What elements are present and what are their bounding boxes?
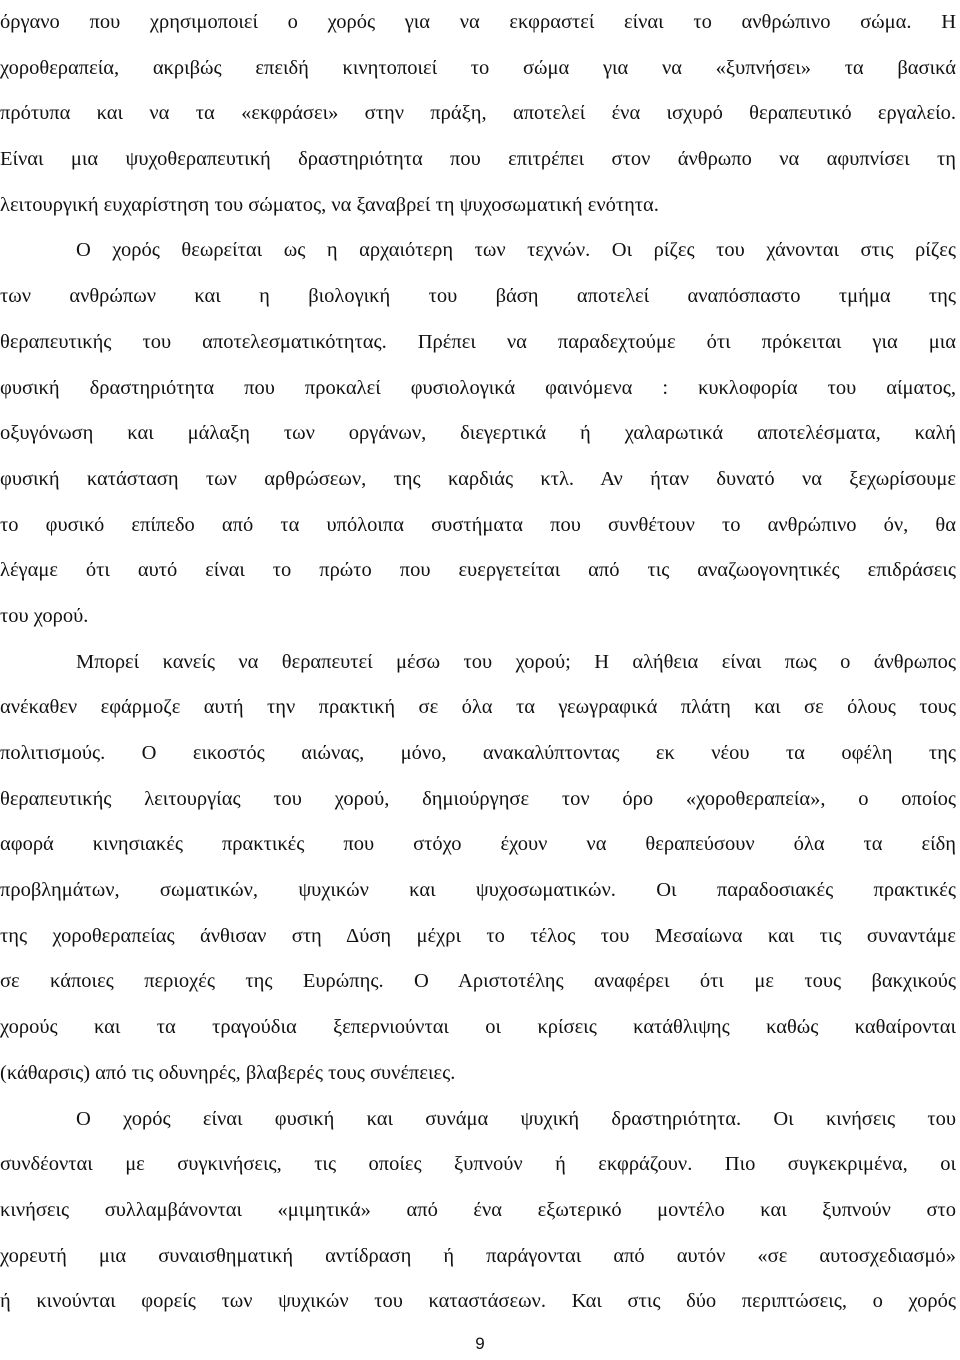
text-line: κινήσεις συλλαμβάνονται «μιμητικά» από ένα εξωτερικό μοντέλο και ξυπνούν στο [0,1198,956,1221]
text-line: φυσική δραστηριότητα που προκαλεί φυσιολογικά φαινόμενα : κυκλοφορία του αίματος, [0,376,956,399]
text-line: των ανθρώπων και η βιολογική του βάση αποτελεί αναπόσπαστο τμήμα της [0,285,956,308]
text-line: πολιτισμούς. Ο εικοστός αιώνας, μόνο, ανακαλύπτοντας εκ νέου τα οφέλη της [0,742,956,764]
text-line: προβλημάτων, σωματικών, ψυχικών και ψυχοσωματικών. Οι παραδοσιακές πρακτικές [0,879,956,902]
text-line: Μπορεί κανείς να θεραπευτεί μέσω του χορού; Η αλήθεια είναι πως ο άνθρωπος [76,650,956,673]
text-line: του χορού. [0,604,89,627]
text-line: οξυγόνωση και μάλαξη των οργάνων, διεγερτικά ή χαλαρωτικά αποτελέσματα, καλή [0,422,956,445]
text-line: το φυσικό επίπεδο από τα υπόλοιπα συστήματα που συνθέτουν το ανθρώπινο όν, θα [0,513,956,536]
text-line: της χοροθεραπείας άνθισαν στη Δύση μέχρι το τέλος του Μεσαίωνα και τις συναντάμε [0,924,956,947]
text-line: φυσική κατάσταση των αρθρώσεων, της καρδιάς κτλ. Αν ήταν δυνατό να ξεχωρίσουμε [0,467,956,490]
text-line: θεραπευτικής του αποτελεσματικότητας. Πρέπει να παραδεχτούμε ότι πρόκειται για μια [0,330,956,353]
text-line: ή κινούνται φορείς των ψυχικών του καταστάσεων. Και στις δύο περιπτώσεις, ο χορός [0,1290,956,1313]
text-line: χορευτή μια συναισθηματική αντίδραση ή παράγονται από αυτόν «σε αυτοσχεδιασμό» [0,1244,956,1267]
text-line: Είναι μια ψυχοθεραπευτική δραστηριότητα που επιτρέπει στον άνθρωπο να αφυπνίσει τη [0,148,956,171]
text-line: συνδέονται με συγκινήσεις, τις οποίες ξυπνούν ή εκφράζουν. Πιο συγκεκριμένα, οι [0,1153,956,1176]
text-line: ανέκαθεν εφάρμοζε αυτή την πρακτική σε όλα τα γεωγραφικά πλάτη και σε όλους τους [0,696,956,719]
text-line: θεραπευτικής λειτουργίας του χορού, δημιούργησε τον όρο «χοροθεραπεία», ο οποίος [0,787,956,810]
text-line: σε κάποιες περιοχές της Ευρώπης. Ο Αριστοτέλης αναφέρει ότι με τους βακχικούς [0,970,956,993]
page-number: 9 [475,1334,485,1353]
text-line: λειτουργική ευχαρίστηση του σώματος, να ξαναβρεί τη ψυχοσωματική ενότητα. [0,193,659,216]
text-line: (κάθαρσις) από τις οδυνηρές, βλαβερές τους συνέπειες. [0,1061,456,1084]
text-line: Ο χορός θεωρείται ως η αρχαιότερη των τεχνών. Οι ρίζες του χάνονται στις ρίζες [76,239,956,262]
text-line: χοροθεραπεία, ακριβώς επειδή κινητοποιεί το σώμα για να «ξυπνήσει» τα βασικά [0,56,956,79]
text-line: πρότυπα και να τα «εκφράσει» στην πράξη, αποτελεί ένα ισχυρό θεραπευτικό εργαλείο. [0,102,956,125]
text-line: όργανο που χρησιμοποιεί ο χορός για να εκφραστεί είναι το ανθρώπινο σώμα. Η [0,11,956,33]
text-line: λέγαμε ότι αυτό είναι το πρώτο που ευεργετείται από τις αναζωογονητικές επιδράσεις [0,559,956,582]
text-line: Ο χορός είναι φυσική και συνάμα ψυχική δραστηριότητα. Οι κινήσεις του [76,1107,956,1130]
text-line: χορούς και τα τραγούδια ξεπερνιούνται οι κρίσεις κατάθλιψης καθώς καθαίρονται [0,1016,956,1039]
text-line: αφορά κινησιακές πρακτικές που στόχο έχουν να θεραπεύσουν όλα τα είδη [0,833,956,856]
